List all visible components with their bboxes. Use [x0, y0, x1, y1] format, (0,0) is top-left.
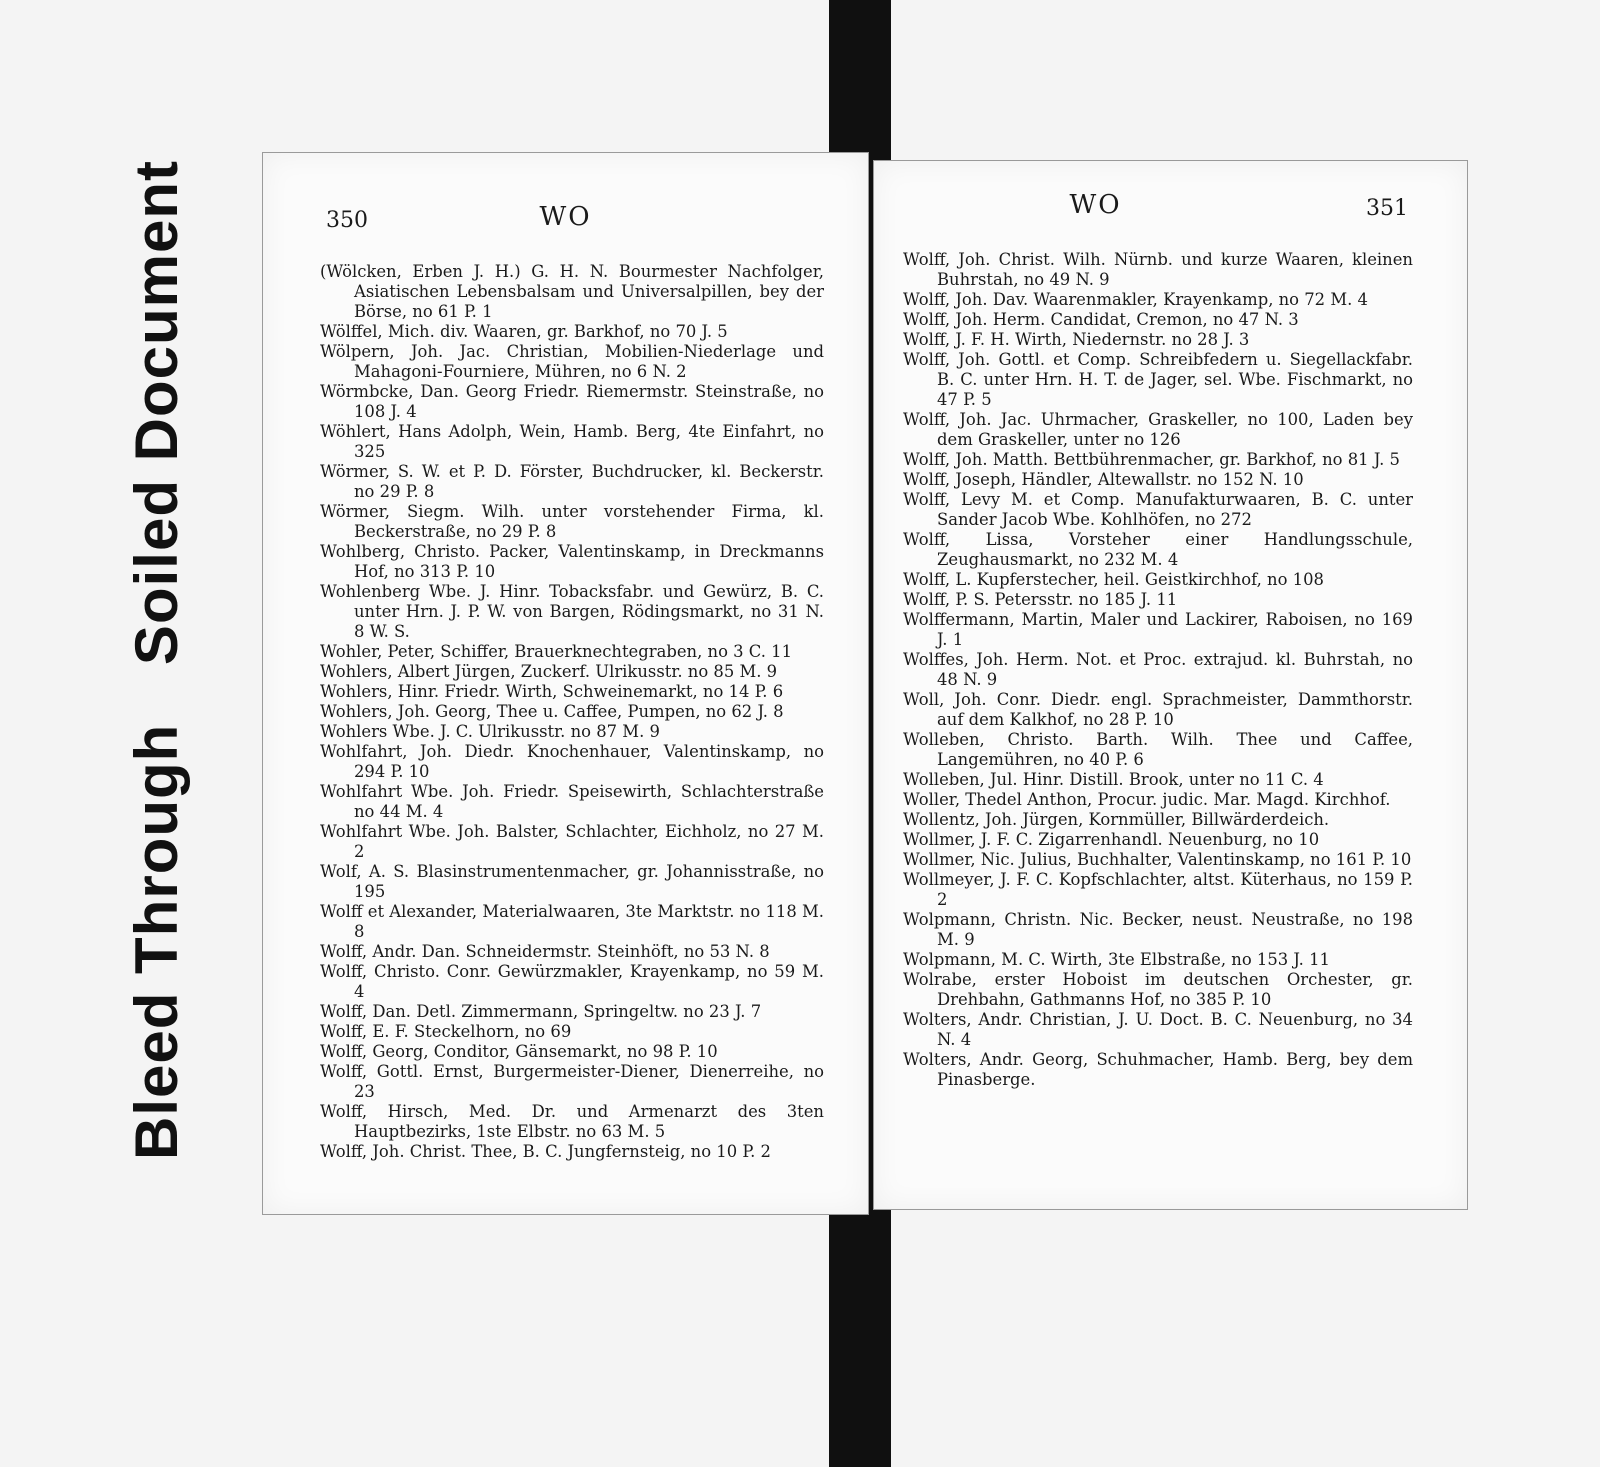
right-page-entries: [903, 250, 1413, 1090]
directory-entry: Wolf, A. S. Blasinstrumentenmacher, gr. Johannisstraße, no 195: [320, 862, 824, 901]
directory-entry: Wolff, Joh. Herm. Candidat, Cremon, no 47 N. 3: [903, 310, 1299, 329]
directory-entry: Wohler, Peter, Schiffer, Brauerknechtegraben, no 3 C. 11: [320, 642, 793, 661]
directory-entry: Wohlers, Joh. Georg, Thee u. Caffee, Pumpen, no 62 J. 8: [320, 702, 784, 721]
directory-entry: Wolff, Joh. Christ. Wilh. Nürnb. und kurze Waaren, kleinen Buhrstah, no 49 N. 9: [903, 250, 1413, 289]
directory-entry: Wolleben, Christo. Barth. Wilh. Thee und Caffee, Langemühren, no 40 P. 6: [903, 730, 1413, 769]
directory-entry: Wolff, Dan. Detl. Zimmermann, Springeltw. no 23 J. 7: [320, 1002, 762, 1021]
left-page-title: WO: [539, 202, 592, 232]
directory-entry: Wolff, J. F. H. Wirth, Niedernstr. no 28 J. 3: [903, 330, 1250, 349]
directory-entry: Wolleben, Jul. Hinr. Distill. Brook, unter no 11 C. 4: [903, 770, 1324, 789]
directory-entry: Wollmer, Nic. Julius, Buchhalter, Valentinskamp, no 161 P. 10: [903, 850, 1412, 869]
directory-entry: Wohlfahrt, Joh. Diedr. Knochenhauer, Valentinskamp, no 294 P. 10: [320, 742, 824, 781]
left-page-header: [262, 202, 869, 242]
directory-entry: Wolff, Georg, Conditor, Gänsemarkt, no 98 P. 10: [320, 1042, 718, 1061]
stamp-label: [112, 160, 202, 1160]
directory-entry: Wolff, Gottl. Ernst, Burgermeister-Diener, Dienerreihe, no 23: [320, 1062, 824, 1101]
directory-entry: Wollentz, Joh. Jürgen, Kornmüller, Billwärderdeich.: [903, 810, 1330, 829]
directory-entry: Wohlers, Hinr. Friedr. Wirth, Schweinemarkt, no 14 P. 6: [320, 682, 784, 701]
directory-entry: Wolff, Hirsch, Med. Dr. und Armenarzt des 3ten Hauptbezirks, 1ste Elbstr. no 63 M. 5: [320, 1102, 824, 1141]
directory-entry: Wolff et Alexander, Materialwaaren, 3te Marktstr. no 118 M. 8: [320, 902, 824, 941]
directory-entry: Wolffermann, Martin, Maler und Lackirer, Raboisen, no 169 J. 1: [903, 610, 1413, 649]
directory-entry: Wolff, L. Kupferstecher, heil. Geistkirchhof, no 108: [903, 570, 1324, 589]
directory-entry: Wörmbcke, Dan. Georg Friedr. Riemermstr. Steinstraße, no 108 J. 4: [320, 382, 824, 421]
directory-entry: Wolff, Joh. Christ. Thee, B. C. Jungfernsteig, no 10 P. 2: [320, 1142, 771, 1161]
directory-entry: Woller, Thedel Anthon, Procur. judic. Mar. Magd. Kirchhof.: [903, 790, 1391, 809]
stamp-line-soiled-document: Soiled Document: [123, 160, 190, 666]
right-page-header: [873, 190, 1468, 230]
directory-entry: Wöhlert, Hans Adolph, Wein, Hamb. Berg, 4te Einfahrt, no 325: [320, 422, 824, 461]
directory-entry: Wohlfahrt Wbe. Joh. Balster, Schlachter, Eichholz, no 27 M. 2: [320, 822, 824, 861]
directory-entry: Wörmer, S. W. et P. D. Förster, Buchdrucker, kl. Beckerstr. no 29 P. 8: [320, 462, 824, 501]
directory-entry: Wölpern, Joh. Jac. Christian, Mobilien-Niederlage und Mahagoni-Fourniere, Mühren, no 6 N. 2: [320, 342, 824, 381]
directory-entry: Wörmer, Siegm. Wilh. unter vorstehender Firma, kl. Beckerstraße, no 29 P. 8: [320, 502, 824, 541]
directory-entry: Wolff, Joh. Dav. Waarenmakler, Krayenkamp, no 72 M. 4: [903, 290, 1368, 309]
directory-entry: Wolff, Andr. Dan. Schneidermstr. Steinhöft, no 53 N. 8: [320, 942, 770, 961]
directory-entry: Wohlers, Albert Jürgen, Zuckerf. Ulrikusstr. no 85 M. 9: [320, 662, 778, 681]
right-page-title: WO: [1069, 190, 1122, 220]
directory-entry: Wohlenberg Wbe. J. Hinr. Tobacksfabr. und Gewürz, B. C. unter Hrn. J. P. W. von Bargen, Rödingsmarkt, no 31 N. 8 W. S.: [320, 582, 824, 641]
directory-entry: Wolff, Joh. Jac. Uhrmacher, Graskeller, no 100, Laden bey dem Graskeller, unter no 126: [903, 410, 1413, 449]
directory-entry: Wölffel, Mich. div. Waaren, gr. Barkhof, no 70 J. 5: [320, 322, 728, 341]
directory-entry: Wohlers Wbe. J. C. Ulrikusstr. no 87 M. 9: [320, 722, 660, 741]
directory-entry: Wolpmann, M. C. Wirth, 3te Elbstraße, no 153 J. 11: [903, 950, 1330, 969]
directory-entry: Wolff, Christo. Conr. Gewürzmakler, Krayenkamp, no 59 M. 4: [320, 962, 824, 1001]
directory-entry: Wohlberg, Christo. Packer, Valentinskamp, in Dreckmanns Hof, no 313 P. 10: [320, 542, 824, 581]
directory-entry: Wolrabe, erster Hoboist im deutschen Orchester, gr. Drehbahn, Gathmanns Hof, no 385 P. 10: [903, 970, 1413, 1009]
directory-entry: Wolters, Andr. Christian, J. U. Doct. B. C. Neuenburg, no 34 N. 4: [903, 1010, 1413, 1049]
directory-entry: Wolff, P. S. Petersstr. no 185 J. 11: [903, 590, 1178, 609]
directory-entry: Wolff, Levy M. et Comp. Manufakturwaaren, B. C. unter Sander Jacob Wbe. Kohlhöfen, no 272: [903, 490, 1413, 529]
right-page-number: 351: [1366, 196, 1408, 221]
directory-entry: Wolff, E. F. Steckelhorn, no 69: [320, 1022, 572, 1041]
directory-entry: Wohlfahrt Wbe. Joh. Friedr. Speisewirth, Schlachterstraße no 44 M. 4: [320, 782, 824, 821]
directory-entry: Wollmer, J. F. C. Zigarrenhandl. Neuenburg, no 10: [903, 830, 1320, 849]
directory-entry: Wolffes, Joh. Herm. Not. et Proc. extrajud. kl. Buhrstah, no 48 N. 9: [903, 650, 1413, 689]
directory-entry: Woll, Joh. Conr. Diedr. engl. Sprachmeister, Dammthorstr. auf dem Kalkhof, no 28 P. 10: [903, 690, 1413, 729]
directory-entry: Wolff, Joseph, Händler, Altewallstr. no 152 N. 10: [903, 470, 1304, 489]
left-page-entries: [320, 262, 824, 1162]
left-page-number: 350: [326, 208, 368, 233]
directory-entry: (Wölcken, Erben J. H.) G. H. N. Bourmester Nachfolger, Asiatischen Lebensbalsam und Universalpillen, bey der Börse, no 61 P. 1: [320, 262, 824, 321]
directory-entry: Wolpmann, Christn. Nic. Becker, neust. Neustraße, no 198 M. 9: [903, 910, 1413, 949]
directory-entry: Wolff, Joh. Matth. Bettbührenmacher, gr. Barkhof, no 81 J. 5: [903, 450, 1400, 469]
directory-entry: Wolters, Andr. Georg, Schuhmacher, Hamb. Berg, bey dem Pinasberge.: [903, 1050, 1413, 1089]
directory-entry: Wolff, Joh. Gottl. et Comp. Schreibfedern u. Siegellackfabr. B. C. unter Hrn. H. T. de Jager, sel. Wbe. Fischmarkt, no 47 P. 5: [903, 350, 1413, 409]
directory-entry: Wollmeyer, J. F. C. Kopfschlachter, altst. Küterhaus, no 159 P. 2: [903, 870, 1413, 909]
stamp-line-bleed-through: Bleed Through: [123, 723, 190, 1160]
directory-entry: Wolff, Lissa, Vorsteher einer Handlungsschule, Zeughausmarkt, no 232 M. 4: [903, 530, 1413, 569]
